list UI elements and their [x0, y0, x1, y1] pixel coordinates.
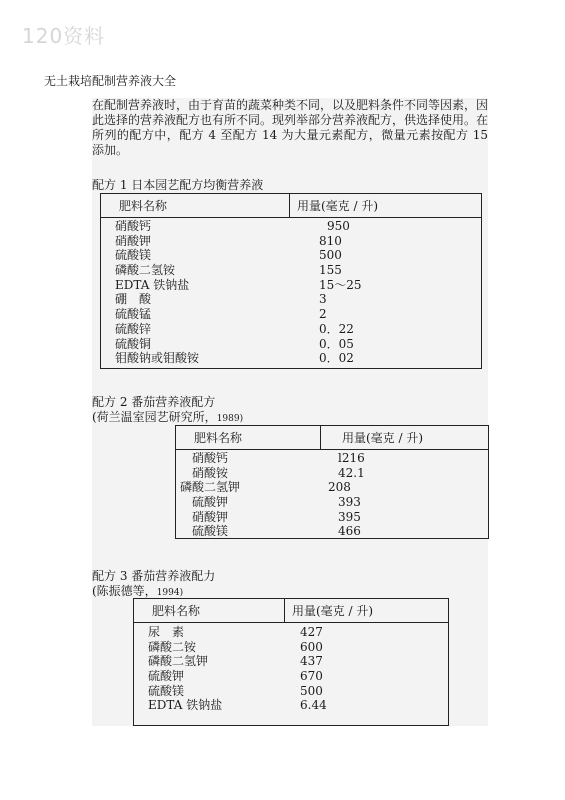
- table-row: [101, 322, 481, 337]
- table-row: [101, 292, 481, 307]
- formula3-source-year: 1994): [156, 588, 184, 598]
- table-row: [134, 669, 448, 684]
- fertilizer-amount: 15～25: [319, 277, 362, 292]
- fertilizer-amount: 437: [300, 654, 323, 669]
- fertilizer-name: EDTA 铁钠盐: [115, 277, 190, 292]
- table-row: [134, 654, 448, 669]
- fertilizer-name: 钼酸钠或钼酸铵: [115, 351, 200, 366]
- table-row: [101, 234, 481, 249]
- formula2-rows: [176, 451, 488, 539]
- table-row: [101, 248, 481, 263]
- formula2-table: [175, 425, 489, 539]
- fertilizer-name: 硫酸锌: [115, 321, 152, 336]
- fertilizer-amount: 670: [300, 669, 323, 684]
- fertilizer-amount: 208: [328, 480, 351, 495]
- document-body: [92, 98, 488, 726]
- fertilizer-amount: 427: [300, 625, 323, 639]
- formula2-table-header: [176, 426, 488, 450]
- fertilizer-amount: 393: [338, 495, 361, 510]
- fertilizer-name: 硫酸镁: [115, 248, 152, 263]
- formula1-table-header: [101, 194, 481, 218]
- table-row: [101, 263, 481, 278]
- table-row: [101, 307, 481, 322]
- formula3-table-header: [134, 599, 448, 623]
- fertilizer-amount: l216: [338, 451, 365, 465]
- table-row: [176, 524, 488, 539]
- fertilizer-amount: 0．22: [319, 321, 354, 336]
- table-row: [134, 684, 448, 699]
- watermark-logo: 120资料: [22, 24, 106, 48]
- table-row: [176, 495, 488, 510]
- fertilizer-name: 磷酸二氢钾: [148, 654, 209, 669]
- fertilizer-name: EDTA 铁钠盐: [148, 698, 223, 713]
- fertilizer-amount: 950: [327, 219, 350, 233]
- fertilizer-name: 硫酸钾: [192, 495, 229, 510]
- table-row: [101, 278, 481, 293]
- fertilizer-amount: 0．02: [319, 351, 354, 366]
- formula3-rows: [134, 625, 448, 713]
- fertilizer-amount: 810: [319, 233, 342, 248]
- fertilizer-name: 硫酸镁: [148, 683, 185, 698]
- table-row: [176, 451, 488, 466]
- fertilizer-name: 硫酸镁: [192, 524, 229, 539]
- header-amount: 用量(毫克 / 升): [292, 604, 374, 618]
- formula1-title: 配方 1 日本园艺配方均衡营养液: [92, 178, 264, 192]
- formula2-title-block: [92, 395, 243, 427]
- formula3-title-block: [92, 569, 215, 601]
- fertilizer-name: 磷酸二铵: [148, 639, 197, 654]
- table-row: [134, 640, 448, 655]
- fertilizer-amount: 395: [338, 509, 361, 524]
- table-row: [176, 510, 488, 525]
- fertilizer-amount: 466: [338, 524, 361, 539]
- formula2-source-year: 1989): [216, 414, 244, 424]
- formula2-source-org: (荷兰温室园艺研究所，: [92, 410, 217, 424]
- fertilizer-amount: 500: [319, 248, 342, 263]
- fertilizer-name: 硫酸锰: [115, 307, 152, 322]
- fertilizer-amount: 500: [300, 683, 323, 698]
- fertilizer-amount: 2: [319, 307, 327, 322]
- fertilizer-name: 硝酸钙: [192, 451, 229, 465]
- fertilizer-name: 磷酸二氢铵: [115, 263, 176, 278]
- formula3-source-org: (陈振德等，: [92, 584, 157, 598]
- fertilizer-name: 硼 酸: [115, 292, 152, 307]
- fertilizer-name: 硝酸钾: [192, 509, 229, 524]
- fertilizer-name: 硝酸钙: [115, 219, 152, 233]
- fertilizer-amount: 6.44: [300, 698, 327, 713]
- table-row: [134, 698, 448, 713]
- formula3-title: 配方 3 番茄营养液配力: [92, 569, 216, 583]
- header-name: 肥料名称: [152, 604, 201, 618]
- formula1-rows: [101, 219, 481, 366]
- fertilizer-amount: 0．05: [319, 336, 354, 351]
- intro-paragraph: 在配制营养液时，由于育苗的蔬菜种类不同，以及肥料条件不同等因素，因此选择的营养液配方也有所不同。现列举部分营养液配方，供选择使用。在所列的配方中，配方 4 至配方 14 为大量元素配方，微量元素按配方 15 添加。: [92, 98, 489, 157]
- table-row: [134, 625, 448, 640]
- formula3-table: [133, 598, 449, 726]
- formula2-title: 配方 2 番茄营养液配方: [92, 395, 216, 409]
- fertilizer-name: 尿 素: [148, 625, 185, 639]
- header-amount: 用量(毫克 / 升): [297, 199, 379, 213]
- table-row: [101, 337, 481, 352]
- fertilizer-name: 硫酸钾: [148, 669, 185, 684]
- fertilizer-amount: 600: [300, 639, 323, 654]
- header-name: 肥料名称: [119, 199, 168, 213]
- fertilizer-amount: 42.1: [338, 465, 365, 480]
- fertilizer-amount: 3: [319, 292, 327, 307]
- table-row: [176, 480, 488, 495]
- fertilizer-name: 硫酸铜: [115, 336, 152, 351]
- header-amount: 用量(毫克 / 升): [342, 431, 424, 445]
- fertilizer-amount: 155: [319, 263, 342, 278]
- header-name: 肥料名称: [194, 431, 243, 445]
- fertilizer-name: 硝酸铵: [192, 465, 229, 480]
- table-row: [176, 466, 488, 481]
- fertilizer-name: 硝酸钾: [115, 233, 152, 248]
- formula1-table: [100, 193, 482, 369]
- document-title: 无土栽培配制营养液大全: [44, 74, 177, 88]
- table-row: [101, 219, 481, 234]
- table-row: [101, 351, 481, 366]
- fertilizer-name: 磷酸二氢钾: [180, 480, 241, 495]
